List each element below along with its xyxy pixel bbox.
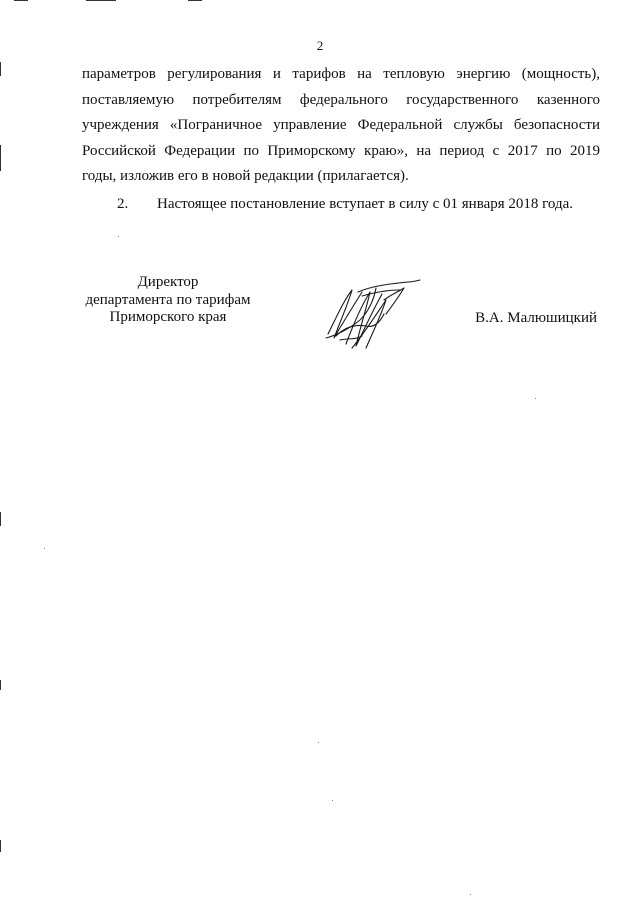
scan-speck bbox=[44, 548, 45, 549]
clause-number: 2. bbox=[117, 196, 129, 212]
scan-speck bbox=[535, 398, 536, 399]
scan-speck bbox=[318, 742, 319, 743]
signer-title-line: Приморского края bbox=[109, 309, 227, 325]
scan-edge-mark bbox=[14, 0, 28, 1]
scan-speck bbox=[470, 894, 471, 895]
paragraph-line: годы, изложив его в новой редакции (прилагается). bbox=[82, 168, 409, 184]
scan-edge-mark bbox=[0, 512, 1, 526]
signer-title-line: Директор bbox=[137, 274, 199, 290]
scan-edge-mark bbox=[0, 62, 1, 76]
paragraph-line: поставляемую потребителям федерального государственного казенного bbox=[82, 91, 600, 108]
paragraph-line: параметров регулирования и тарифов на тепловую энергию (мощность), bbox=[82, 66, 600, 82]
paragraph-line: Российской Федерации по Приморскому краю», на период с 2017 по 2019 bbox=[82, 142, 600, 159]
scan-edge-mark bbox=[86, 0, 116, 1]
clause-2 bbox=[117, 196, 573, 213]
scan-speck bbox=[332, 800, 333, 801]
clause-text: Настоящее постановление вступает в силу с 01 января 2018 года. bbox=[157, 196, 574, 212]
scan-speck bbox=[118, 236, 119, 237]
scan-edge-mark bbox=[0, 840, 1, 852]
page-number: 2 bbox=[316, 38, 324, 53]
paragraph-line: учреждения «Пограничное управление Федеральной службы безопасности bbox=[82, 117, 600, 133]
signer-name: В.А. Малюшицкий bbox=[475, 310, 597, 326]
scan-edge-mark bbox=[0, 145, 1, 171]
scan-edge-mark bbox=[0, 680, 1, 690]
handwritten-signature bbox=[322, 278, 422, 350]
scan-edge-mark bbox=[188, 0, 202, 1]
signer-title-line: департамента по тарифам bbox=[85, 291, 251, 308]
paragraph bbox=[82, 62, 600, 190]
signer-title bbox=[82, 274, 254, 327]
